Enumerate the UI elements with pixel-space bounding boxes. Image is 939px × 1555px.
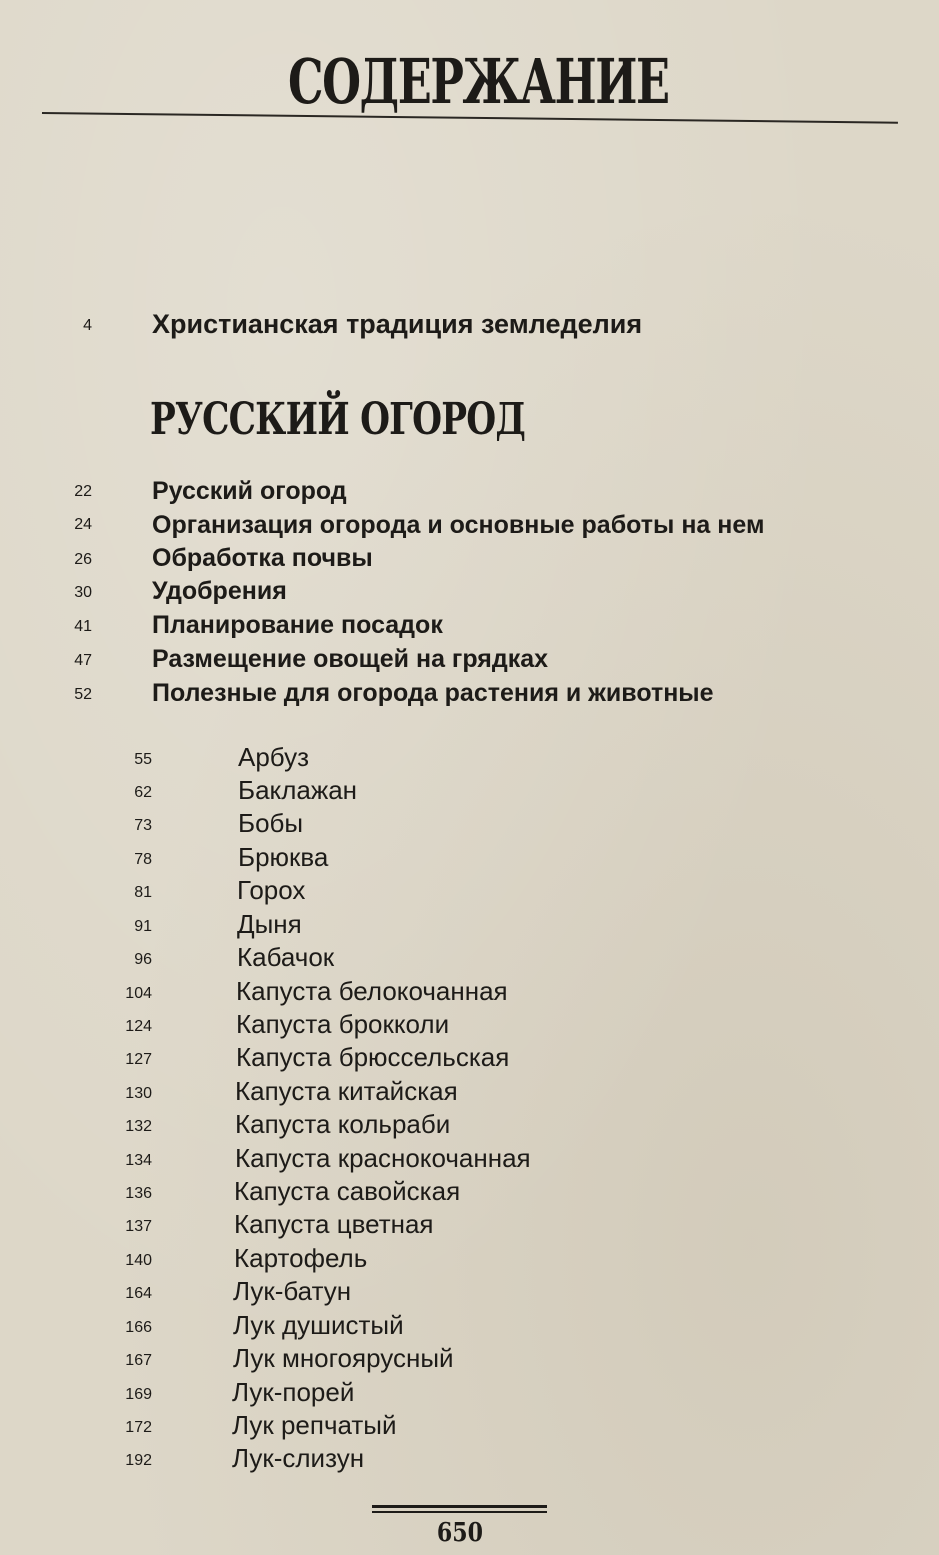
toc-page-number: 81 [134, 884, 152, 901]
toc-entry-label: Капуста краснокочанная [235, 1143, 531, 1173]
toc-entry-label: Лук репчатый [232, 1410, 397, 1440]
toc-page-number: 22 [74, 483, 92, 500]
toc-page-number: 104 [125, 985, 152, 1002]
toc-page-number: 167 [125, 1352, 152, 1369]
toc-page-number: 26 [74, 551, 92, 568]
toc-page-number: 55 [134, 751, 152, 768]
toc-entry-label: Капуста китайская [235, 1076, 458, 1106]
toc-page-number: 130 [125, 1085, 152, 1102]
toc-page-number: 166 [125, 1319, 152, 1336]
toc-entry-label: Организация огорода и основные работы на нем [152, 511, 765, 539]
toc-entry-label: Капуста брокколи [236, 1009, 450, 1039]
toc-entry-label: Брюква [238, 842, 329, 872]
toc-entry-label: Горох [237, 875, 306, 905]
toc-entry-label: Размещение овощей на грядках [152, 645, 549, 673]
toc-page-number: 134 [125, 1152, 152, 1169]
toc-entry-label: Лук-батун [233, 1276, 352, 1306]
footer-rule [372, 1511, 547, 1513]
toc-page-number: 172 [125, 1419, 152, 1436]
toc-page-number: 30 [74, 584, 92, 601]
intro-page-number: 4 [83, 317, 92, 334]
toc-page-number: 136 [125, 1185, 152, 1202]
toc-page-number: 62 [134, 784, 152, 801]
toc-entry-label: Полезные для огорода растения и животные [152, 679, 714, 707]
toc-page-number: 192 [125, 1452, 152, 1469]
toc-entry-label: Русский огород [152, 477, 347, 505]
toc-entry-label: Арбуз [238, 742, 310, 772]
toc-page-number: 164 [125, 1285, 152, 1302]
toc-entry-label: Бобы [238, 808, 304, 838]
section-title: РУССКИЙ ОГОРОД [150, 394, 526, 445]
toc-entry-label: Лук многоярусный [233, 1343, 454, 1373]
toc-entry-label: Лук-порей [232, 1377, 355, 1407]
toc-page-number: 132 [125, 1118, 152, 1135]
toc-page-number: 24 [74, 516, 92, 533]
toc-entry-label: Капуста брюссельская [236, 1042, 510, 1072]
toc-entry-label: Лук душистый [233, 1310, 404, 1340]
toc-page-number: 140 [125, 1252, 152, 1269]
toc-entry-label: Лук-слизун [232, 1443, 365, 1473]
toc-entry-label: Планирование посадок [152, 611, 443, 639]
toc-page-number: 91 [134, 918, 152, 935]
toc-entry-label: Удобрения [152, 577, 287, 605]
toc-entry-label: Капуста савойская [234, 1176, 461, 1206]
toc-page-number: 41 [74, 618, 92, 635]
toc-entry-label: Дыня [237, 909, 302, 939]
toc-page-number: 169 [125, 1386, 152, 1403]
footer-rule [372, 1505, 547, 1508]
toc-page-number: 127 [125, 1051, 152, 1068]
toc-page-number: 124 [125, 1018, 152, 1035]
toc-page-number: 52 [74, 686, 92, 703]
toc-entry-label: Капуста цветная [234, 1209, 434, 1239]
page-title: СОДЕРЖАНИЕ [288, 45, 669, 118]
toc-page-number: 73 [134, 817, 152, 834]
toc-page-number: 96 [134, 951, 152, 968]
toc-entry-label: Кабачок [237, 942, 335, 972]
toc-entry-label: Баклажан [238, 775, 358, 805]
toc-page-number: 137 [125, 1218, 152, 1235]
toc-entry-label: Картофель [234, 1243, 368, 1273]
folio-page-number: 650 [436, 1518, 484, 1548]
toc-entry-label: Капуста кольраби [235, 1109, 451, 1139]
toc-entry-label: Обработка почвы [152, 544, 373, 572]
intro-entry-label: Христианская традиция земледелия [152, 309, 643, 339]
toc-page-number: 78 [134, 851, 152, 868]
toc-entry-label: Капуста белокочанная [236, 976, 508, 1006]
toc-page-number: 47 [74, 652, 92, 669]
